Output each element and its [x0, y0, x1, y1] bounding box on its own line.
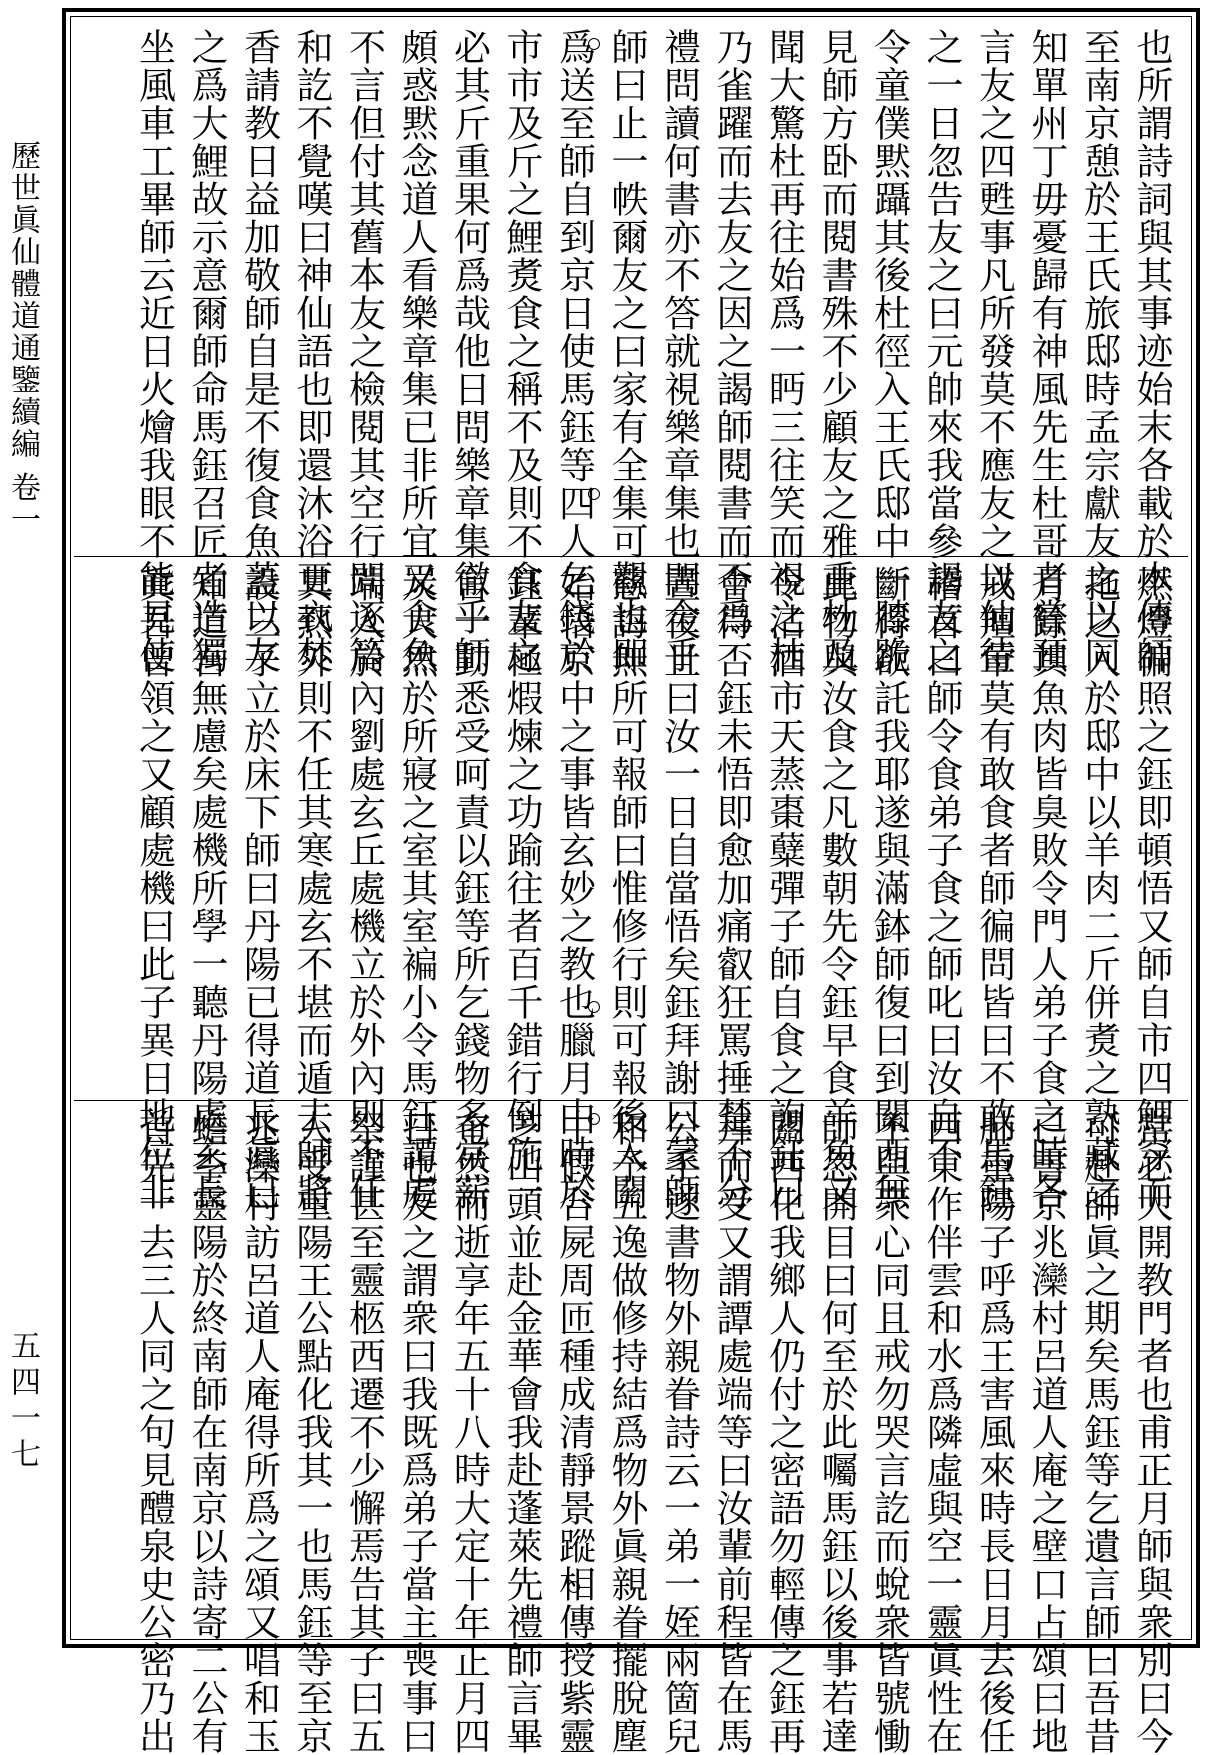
text-column: 晝夜且曰汝一日自當悟矣鈺拜謝曰蒙師 — [657, 565, 701, 1211]
text-column: 人受重陽王公點化我其一也馬鈺等至京 — [290, 1109, 333, 1755]
text-column: 眞吾曾領之又顧處機曰此子異日地位非 — [132, 565, 176, 1211]
circle-annotation-mark — [588, 38, 600, 50]
text-column: 之爲大鯉故示意爾師命馬鈺召匠者造獨 — [185, 28, 228, 674]
text-column: 見師方卧而閱書殊不少顧友之雅重杜及 — [815, 28, 858, 674]
circle-annotation-mark — [568, 1581, 580, 1593]
text-column: 常必大開教門者也甫正月師與衆別曰今 — [1130, 1109, 1173, 1755]
text-column: 斷得欲託我耶遂與滿鉢師復曰到關西無 — [867, 565, 911, 1211]
text-column: 關西化我鄉人仍付之密語勿輕傳之鈺再 — [762, 1109, 806, 1755]
text-column: 蟾李靈陽於終南師在南京以詩寄二公有 — [185, 1109, 228, 1755]
text-column: 聞大驚杜再往始爲一眄三往笑而視之杜 — [762, 28, 806, 674]
text-column: 之一日忽告友之曰元帥來我當參謁友之 — [920, 28, 963, 674]
text-column: 月餘其魚肉皆臭敗令門人弟子食之時各 — [1025, 565, 1068, 1211]
text-column: 已書京兆灤村呂道人庵之壁口占頌曰地 — [1025, 1109, 1068, 1755]
text-column: 奄然而逝享年五十八時大定十年正月四 — [447, 1109, 491, 1755]
text-column: 拖之入於邸中以羊肉二斤併煑之熟藏之 — [1077, 565, 1121, 1211]
text-panel-bottom — [74, 1100, 1188, 1755]
text-column: 中假合屍周匝種成清靜景蹤相傳授紫靈 — [552, 1109, 596, 1755]
text-column: 慈誨無所可報師曰惟修行則可報後入關 — [605, 565, 648, 1211]
text-column: 頗惑黙念道人看樂章集已非所宜又食魚 — [395, 28, 438, 674]
text-column: 令童僕黙躡其後杜徑入王氏邸中一膝跪 — [867, 28, 911, 674]
text-column: 和予五逸做修持結爲物外眞親眷擺脫塵 — [605, 1109, 648, 1755]
text-column: 祭謹甚至靈柩西遷不少懈焉告其子曰五 — [342, 1109, 386, 1755]
text-column: 言一動悉受呵責以鈺等所乞錢物多常薪 — [447, 565, 491, 1211]
text-column: 設三子立於床下師曰丹陽已得道長眞已 — [237, 565, 281, 1211]
text-column: 也所謂詩詞與其事迹始末各載於本傳師 — [1130, 28, 1173, 674]
text-panel-middle — [74, 556, 1188, 1211]
text-column: 不與衆心同且戒勿哭言訖而蛻衆皆號慟 — [867, 1109, 911, 1755]
text-column: 乃雀躍而去友之因之謁師閱書而不爲 — [710, 28, 753, 636]
text-column: 必其斤重果何爲哉他日問樂章集徹乎師 — [447, 28, 491, 674]
text-column: 芝山頭並赴金華會我赴蓬萊先禮師言畢 — [500, 1109, 543, 1755]
text-column: 師忽開目曰何至於此囑馬鈺以後事若達 — [815, 1109, 858, 1755]
text-column: 言友之四甦事凡所發莫不應友之以仙待 — [972, 28, 1016, 674]
text-column: 肺重陽子呼爲王害風來時長日月去後任 — [972, 1109, 1016, 1755]
text-column: 香請教日益加敬師自是不復食魚蓋以友 — [237, 28, 281, 674]
text-column: 禮問讀何書亦不答就視樂章集也問全乎 — [657, 28, 701, 674]
text-column: 拜而受又謂譚處端等曰汝輩前程皆在馬 — [710, 1109, 753, 1755]
text-column: 至南京憩於王氏旅邸時孟宗獻友之以同 — [1077, 28, 1121, 674]
text-panel-top — [74, 20, 1188, 674]
text-column: 和訖不覺嘆曰神仙語也即還沐浴更衣焚 — [290, 28, 333, 674]
text-column: 師曰止一帙爾友之曰家有全集可觀也即 — [605, 28, 648, 674]
text-column: 始悟京中之事皆玄妙之教也臘月中時於 — [552, 565, 596, 1211]
text-column: 兆灤村訪呂道人庵得所爲之頌又唱和玉 — [237, 1109, 281, 1755]
text-column: 公手遂書物外親眷詩云一弟一姪兩箇兒 — [657, 1109, 701, 1755]
text-column: 鈺輩極煆煉之功踰往者百千錯行倒施一 — [500, 565, 543, 1211]
text-column: 知單州丁毋憂歸有神風先生杜哥者嘗預 — [1025, 28, 1068, 674]
text-column: 西東作伴雲和水爲隣虛與空一靈眞性在 — [920, 1109, 963, 1755]
text-column: 戒羶葷莫有敢食者師徧問皆曰不敢馬鈺 — [972, 565, 1016, 1211]
text-column: 日也友之謂衆曰我既爲弟子當主喪事曰 — [395, 1109, 438, 1755]
circle-annotation-mark — [588, 488, 600, 500]
text-column: 稽首曰師令食弟子食之師叱曰汝自不 — [920, 565, 963, 1173]
text-column: 不言但付其舊本友之檢閱其空行間逐篇 — [342, 28, 386, 674]
circle-annotation-mark — [588, 1001, 600, 1013]
text-column: 炭大然於所寢之室其室褊小令馬鈺譚處 — [395, 565, 438, 1211]
text-column: 燃燈徧照之鈺即頓悟又師自市四鯉穿而 — [1130, 565, 1173, 1211]
text-column: 爲送至師自到京日使馬鈺等四人乞錢於 — [552, 28, 596, 674]
text-column: 此物與汝食之凡數朝先令鈺早食羊魚又 — [815, 565, 858, 1211]
text-column: 其熱外則不任其寒處玄不堪而遁去師將 — [290, 565, 333, 1211]
text-column: 令沽酒市天蒸棗糵彈子師自食之詢鈺曰 — [762, 565, 806, 1211]
text-column: 知道吾無慮矣處機所學一聽丹陽處玄長 — [185, 565, 228, 1211]
text-column: 坐風車工畢師云近日火燴我眼不能見使 — [132, 28, 176, 674]
text-column: 首先一去三人同之句見醴泉史公密乃出 — [132, 1109, 176, 1755]
margin-book-title: 歷世眞仙體道通鑒續編 卷一 — [5, 140, 40, 536]
text-column: 市市及斤之鯉煑食之稱不及則不食友之 — [500, 28, 543, 674]
text-column: 端入於內劉處玄丘處機立於外內則不任 — [342, 565, 386, 1211]
text-column: 可赴師眞之期矣馬鈺等乞遺言師曰吾昔 — [1077, 1109, 1121, 1755]
margin-page-number: 五四一七 — [5, 1330, 40, 1474]
circle-annotation-mark — [588, 1113, 600, 1125]
text-column: 會得否鈺未悟即愈加痛叡狂罵捶楚不分 — [710, 565, 753, 1211]
